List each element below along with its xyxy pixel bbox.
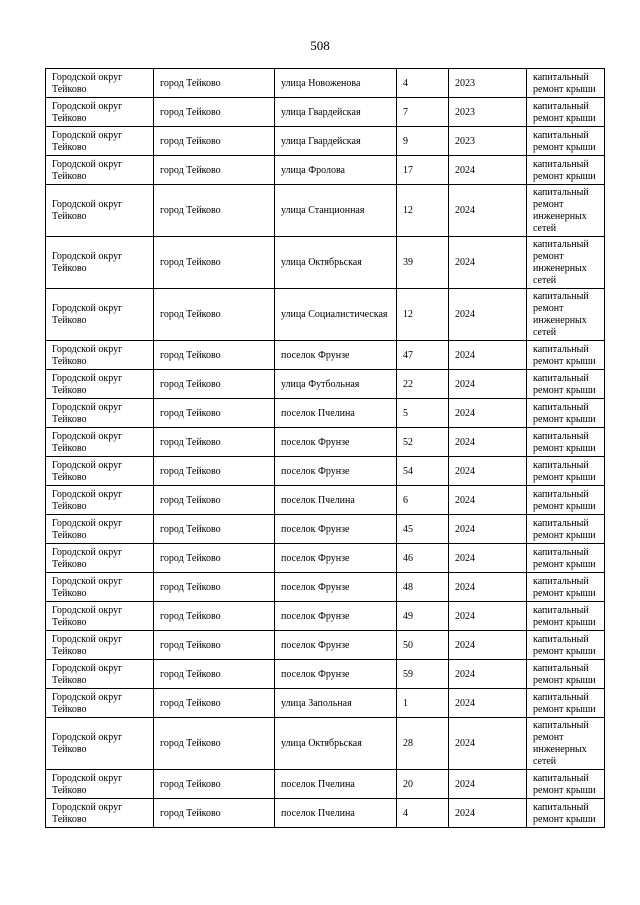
house-number-cell: 50 (397, 631, 449, 660)
work-type-cell: капитальный ремонт инженерных сетей (527, 237, 605, 289)
table-row (46, 573, 605, 602)
city-cell: город Тейково (154, 602, 275, 631)
district-cell: Городской округ Тейково (46, 602, 154, 631)
table-row (46, 127, 605, 156)
work-type-cell: капитальный ремонт крыши (527, 127, 605, 156)
table-row (46, 237, 605, 289)
table-row (46, 69, 605, 98)
house-number-cell: 4 (397, 799, 449, 828)
work-type-cell: капитальный ремонт крыши (527, 515, 605, 544)
district-cell: Городской округ Тейково (46, 457, 154, 486)
work-type-cell: капитальный ремонт инженерных сетей (527, 289, 605, 341)
street-cell: улица Фролова (275, 156, 397, 185)
work-type-cell: капитальный ремонт крыши (527, 457, 605, 486)
street-cell: улица Новоженова (275, 69, 397, 98)
district-cell: Городской округ Тейково (46, 156, 154, 185)
district-cell: Городской округ Тейково (46, 341, 154, 370)
table-row (46, 602, 605, 631)
work-type-cell: капитальный ремонт инженерных сетей (527, 718, 605, 770)
year-cell: 2024 (449, 718, 527, 770)
district-cell: Городской округ Тейково (46, 631, 154, 660)
city-cell: город Тейково (154, 457, 275, 486)
table-row (46, 544, 605, 573)
year-cell: 2024 (449, 428, 527, 457)
house-number-cell: 59 (397, 660, 449, 689)
city-cell: город Тейково (154, 573, 275, 602)
house-number-cell: 20 (397, 770, 449, 799)
city-cell: город Тейково (154, 770, 275, 799)
house-number-cell: 1 (397, 689, 449, 718)
street-cell: улица Гвардейская (275, 98, 397, 127)
table-row (46, 399, 605, 428)
street-cell: поселок Фрунзе (275, 602, 397, 631)
city-cell: город Тейково (154, 399, 275, 428)
street-cell: поселок Фрунзе (275, 631, 397, 660)
house-number-cell: 48 (397, 573, 449, 602)
house-number-cell: 6 (397, 486, 449, 515)
city-cell: город Тейково (154, 69, 275, 98)
work-type-cell: капитальный ремонт крыши (527, 573, 605, 602)
city-cell: город Тейково (154, 127, 275, 156)
city-cell: город Тейково (154, 718, 275, 770)
district-cell: Городской округ Тейково (46, 770, 154, 799)
work-type-cell: капитальный ремонт крыши (527, 428, 605, 457)
house-number-cell: 47 (397, 341, 449, 370)
house-number-cell: 5 (397, 399, 449, 428)
district-cell: Городской округ Тейково (46, 544, 154, 573)
work-type-cell: капитальный ремонт крыши (527, 799, 605, 828)
district-cell: Городской округ Тейково (46, 718, 154, 770)
table-row (46, 799, 605, 828)
year-cell: 2023 (449, 69, 527, 98)
year-cell: 2024 (449, 289, 527, 341)
district-cell: Городской округ Тейково (46, 689, 154, 718)
street-cell: поселок Фрунзе (275, 515, 397, 544)
table-row (46, 289, 605, 341)
year-cell: 2024 (449, 631, 527, 660)
street-cell: улица Футбольная (275, 370, 397, 399)
city-cell: город Тейково (154, 98, 275, 127)
year-cell: 2024 (449, 486, 527, 515)
table-row (46, 185, 605, 237)
table-row (46, 689, 605, 718)
district-cell: Городской округ Тейково (46, 399, 154, 428)
work-type-cell: капитальный ремонт крыши (527, 660, 605, 689)
year-cell: 2024 (449, 399, 527, 428)
year-cell: 2024 (449, 370, 527, 399)
district-cell: Городской округ Тейково (46, 98, 154, 127)
house-number-cell: 46 (397, 544, 449, 573)
year-cell: 2024 (449, 573, 527, 602)
table-row (46, 631, 605, 660)
house-number-cell: 28 (397, 718, 449, 770)
house-number-cell: 9 (397, 127, 449, 156)
work-type-cell: капитальный ремонт крыши (527, 631, 605, 660)
street-cell: улица Социалистическая (275, 289, 397, 341)
city-cell: город Тейково (154, 370, 275, 399)
city-cell: город Тейково (154, 156, 275, 185)
table-row (46, 370, 605, 399)
city-cell: город Тейково (154, 237, 275, 289)
street-cell: поселок Фрунзе (275, 660, 397, 689)
work-type-cell: капитальный ремонт крыши (527, 544, 605, 573)
house-number-cell: 39 (397, 237, 449, 289)
street-cell: улица Гвардейская (275, 127, 397, 156)
house-number-cell: 17 (397, 156, 449, 185)
district-cell: Городской округ Тейково (46, 237, 154, 289)
year-cell: 2024 (449, 770, 527, 799)
work-type-cell: капитальный ремонт инженерных сетей (527, 185, 605, 237)
work-type-cell: капитальный ремонт крыши (527, 370, 605, 399)
table-row (46, 718, 605, 770)
table-row (46, 770, 605, 799)
district-cell: Городской округ Тейково (46, 69, 154, 98)
year-cell: 2024 (449, 341, 527, 370)
house-number-cell: 12 (397, 185, 449, 237)
work-type-cell: капитальный ремонт крыши (527, 98, 605, 127)
district-cell: Городской округ Тейково (46, 573, 154, 602)
house-number-cell: 45 (397, 515, 449, 544)
city-cell: город Тейково (154, 428, 275, 457)
year-cell: 2023 (449, 127, 527, 156)
table-row (46, 660, 605, 689)
street-cell: поселок Пчелина (275, 486, 397, 515)
table-row (46, 428, 605, 457)
street-cell: улица Октябрьская (275, 718, 397, 770)
city-cell: город Тейково (154, 515, 275, 544)
work-type-cell: капитальный ремонт крыши (527, 689, 605, 718)
table-row (46, 486, 605, 515)
street-cell: поселок Фрунзе (275, 428, 397, 457)
street-cell: улица Запольная (275, 689, 397, 718)
street-cell: улица Станционная (275, 185, 397, 237)
city-cell: город Тейково (154, 185, 275, 237)
repair-registry-table (45, 68, 605, 828)
district-cell: Городской округ Тейково (46, 660, 154, 689)
year-cell: 2024 (449, 544, 527, 573)
city-cell: город Тейково (154, 289, 275, 341)
year-cell: 2024 (449, 457, 527, 486)
house-number-cell: 22 (397, 370, 449, 399)
year-cell: 2024 (449, 799, 527, 828)
work-type-cell: капитальный ремонт крыши (527, 399, 605, 428)
year-cell: 2024 (449, 237, 527, 289)
city-cell: город Тейково (154, 689, 275, 718)
registry-table-body (46, 69, 605, 828)
city-cell: город Тейково (154, 631, 275, 660)
house-number-cell: 4 (397, 69, 449, 98)
year-cell: 2024 (449, 515, 527, 544)
year-cell: 2024 (449, 660, 527, 689)
work-type-cell: капитальный ремонт крыши (527, 341, 605, 370)
work-type-cell: капитальный ремонт крыши (527, 69, 605, 98)
house-number-cell: 49 (397, 602, 449, 631)
year-cell: 2024 (449, 689, 527, 718)
work-type-cell: капитальный ремонт крыши (527, 770, 605, 799)
district-cell: Городской округ Тейково (46, 515, 154, 544)
district-cell: Городской округ Тейково (46, 799, 154, 828)
district-cell: Городской округ Тейково (46, 486, 154, 515)
house-number-cell: 12 (397, 289, 449, 341)
city-cell: город Тейково (154, 799, 275, 828)
house-number-cell: 52 (397, 428, 449, 457)
city-cell: город Тейково (154, 486, 275, 515)
district-cell: Городской округ Тейково (46, 127, 154, 156)
street-cell: улица Октябрьская (275, 237, 397, 289)
street-cell: поселок Пчелина (275, 799, 397, 828)
street-cell: поселок Пчелина (275, 399, 397, 428)
year-cell: 2024 (449, 185, 527, 237)
street-cell: поселок Фрунзе (275, 573, 397, 602)
table-row (46, 98, 605, 127)
district-cell: Городской округ Тейково (46, 428, 154, 457)
district-cell: Городской округ Тейково (46, 185, 154, 237)
street-cell: поселок Пчелина (275, 770, 397, 799)
year-cell: 2023 (449, 98, 527, 127)
district-cell: Городской округ Тейково (46, 289, 154, 341)
house-number-cell: 7 (397, 98, 449, 127)
year-cell: 2024 (449, 156, 527, 185)
table-row (46, 156, 605, 185)
table-row (46, 515, 605, 544)
work-type-cell: капитальный ремонт крыши (527, 156, 605, 185)
street-cell: поселок Фрунзе (275, 341, 397, 370)
page-number: 508 (310, 38, 330, 53)
table-row (46, 341, 605, 370)
city-cell: город Тейково (154, 341, 275, 370)
street-cell: поселок Фрунзе (275, 544, 397, 573)
city-cell: город Тейково (154, 544, 275, 573)
table-row (46, 457, 605, 486)
district-cell: Городской округ Тейково (46, 370, 154, 399)
work-type-cell: капитальный ремонт крыши (527, 602, 605, 631)
city-cell: город Тейково (154, 660, 275, 689)
house-number-cell: 54 (397, 457, 449, 486)
year-cell: 2024 (449, 602, 527, 631)
street-cell: поселок Фрунзе (275, 457, 397, 486)
work-type-cell: капитальный ремонт крыши (527, 486, 605, 515)
